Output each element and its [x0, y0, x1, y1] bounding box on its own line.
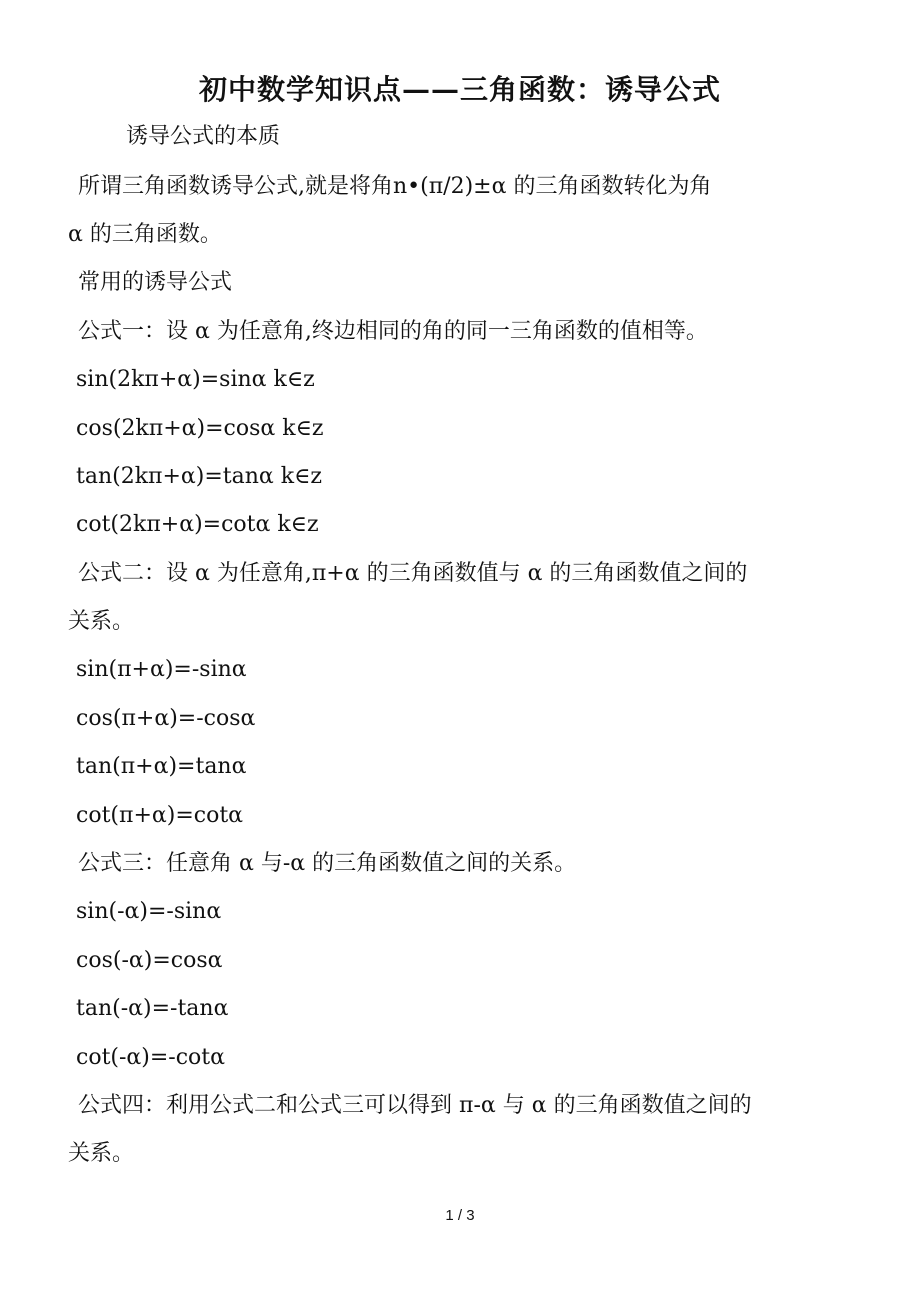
formula2-heading-continued: 关系。: [68, 609, 135, 634]
document-title: 初中数学知识点——三角函数：诱导公式: [198, 73, 721, 106]
formula-line: tan(-α)=-tanα: [76, 996, 229, 1021]
paragraph-line: 所谓三角函数诱导公式,就是将角n•(π/2)±α 的三角函数转化为角: [78, 174, 712, 199]
formula-line: sin(-α)=-sinα: [76, 899, 222, 924]
formula-line: cos(2kπ+α)=cosα k∈z: [76, 416, 324, 441]
formula4-heading-continued: 关系。: [68, 1141, 135, 1166]
paragraph-line: α 的三角函数。: [68, 222, 222, 247]
formula-line: tan(2kπ+α)=tanα k∈z: [76, 464, 322, 489]
formula1-heading: 公式一：设 α 为任意角,终边相同的角的同一三角函数的值相等。: [78, 319, 708, 344]
formula3-heading: 公式三：任意角 α 与-α 的三角函数值之间的关系。: [78, 851, 577, 876]
formula-line: cot(π+α)=cotα: [76, 803, 244, 828]
formula-line: cos(π+α)=-cosα: [76, 706, 256, 731]
section-heading-common: 常用的诱导公式: [78, 270, 233, 295]
formula-line: cot(2kπ+α)=cotα k∈z: [76, 512, 319, 537]
formula2-heading: 公式二：设 α 为任意角,π+α 的三角函数值与 α 的三角函数值之间的: [78, 561, 748, 586]
formula-line: tan(π+α)=tanα: [76, 754, 247, 779]
formula-line: sin(π+α)=-sinα: [76, 657, 247, 682]
formula-line: cot(-α)=-cotα: [76, 1045, 225, 1070]
formula4-heading: 公式四：利用公式二和公式三可以得到 π-α 与 α 的三角函数值之间的: [78, 1093, 752, 1118]
formula-line: sin(2kπ+α)=sinα k∈z: [76, 367, 315, 392]
section-heading-essence: 诱导公式的本质: [126, 124, 281, 149]
formula-line: cos(-α)=cosα: [76, 948, 223, 973]
page-number: 1 / 3: [445, 1207, 475, 1224]
